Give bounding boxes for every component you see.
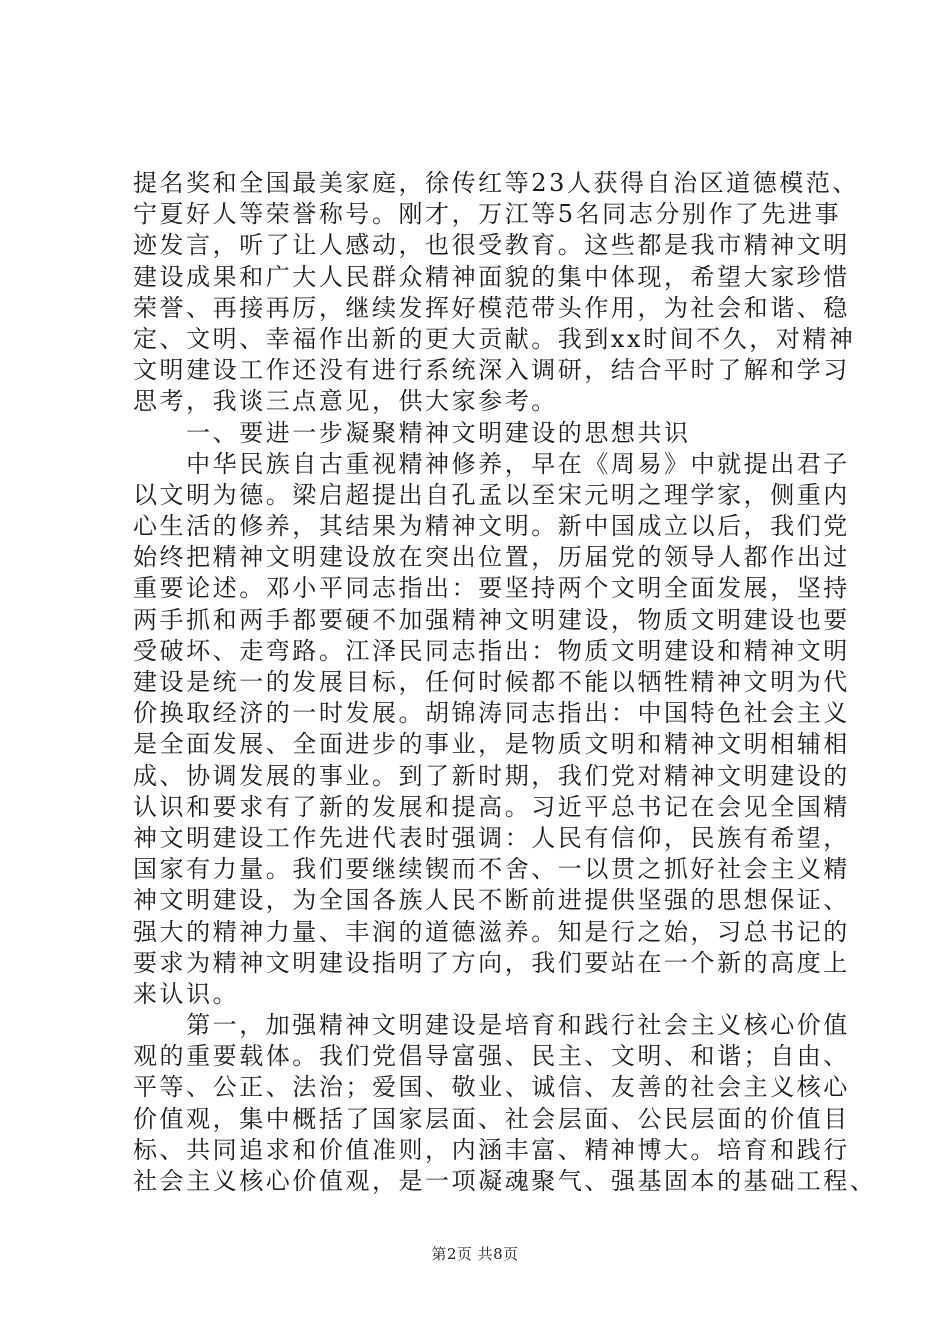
text-line: 中华民族自古重视精神修养，早在《周易》中就提出君子 <box>133 449 850 478</box>
text-line: 建设是统一的发展目标，任何时候都不能以牺牲精神文明为代 <box>133 668 850 696</box>
text-line: 两手抓和两手都要硬不加强精神文明建设，物质文明建设也要 <box>133 605 850 634</box>
text-line: 认识和要求有了新的发展和提高。习近平总书记在会见全国精 <box>133 792 850 821</box>
text-line: 定、文明、幸福作出新的更大贡献。我到xx时间不久，对精神 <box>133 324 856 353</box>
text-line: 观的重要载体。我们党倡导富强、民主、文明、和谐；自由、 <box>133 1042 850 1071</box>
text-line: 强大的精神力量、丰润的道德滋养。知是行之始，习总书记的 <box>133 917 850 946</box>
text-line: 标、共同追求和价值准则，内涵丰富、精神博大。培育和践行 <box>133 1135 850 1164</box>
text-line: 荣誉、再接再厉，继续发挥好模范带头作用，为社会和谐、稳 <box>133 293 850 322</box>
text-line: 是全面发展、全面进步的事业，是物质文明和精神文明相辅相 <box>133 730 850 759</box>
text-line: 第一，加强精神文明建设是培育和践行社会主义核心价值 <box>133 1011 850 1040</box>
text-line: 思考，我谈三点意见，供大家参考。 <box>133 387 558 416</box>
text-line: 提名奖和全国最美家庭，徐传红等23人获得自治区道德模范、 <box>133 169 859 197</box>
text-line: 社会主义核心价值观，是一项凝魂聚气、强基固本的基础工程、 <box>133 1167 877 1195</box>
text-line: 受破坏、走弯路。江泽民同志指出：物质文明建设和精神文明 <box>133 636 850 665</box>
text-line: 文明建设工作还没有进行系统深入调研，结合平时了解和学习 <box>133 356 850 385</box>
text-line: 价换取经济的一时发展。胡锦涛同志指出：中国特色社会主义 <box>133 699 850 728</box>
text-line: 始终把精神文明建设放在突出位置，历届党的领导人都作出过 <box>133 543 850 572</box>
text-line: 平等、公正、法治；爱国、敬业、诚信、友善的社会主义核心 <box>133 1073 850 1102</box>
text-line: 来认识。 <box>133 979 240 1008</box>
body-text <box>133 168 877 1197</box>
text-line: 重要论述。邓小平同志指出：要坚持两个文明全面发展，坚持 <box>133 574 850 603</box>
text-line: 宁夏好人等荣誉称号。刚才，万江等5名同志分别作了先进事 <box>133 200 842 229</box>
text-line: 成、协调发展的事业。到了新时期，我们党对精神文明建设的 <box>133 761 850 790</box>
text-line: 国家有力量。我们要继续锲而不舍、一以贯之抓好社会主义精 <box>133 855 850 884</box>
text-line: 心生活的修养，其结果为精神文明。新中国成立以后，我们党 <box>133 512 850 541</box>
text-line: 神文明建设，为全国各族人民不断前进提供坚强的思想保证、 <box>133 886 850 915</box>
text-line: 价值观，集中概括了国家层面、社会层面、公民层面的价值目 <box>133 1104 850 1133</box>
section-heading: 一、要进一步凝聚精神文明建设的思想共识 <box>133 418 691 447</box>
text-line: 建设成果和广大人民群众精神面貌的集中体现，希望大家珍惜 <box>133 262 850 291</box>
text-line: 神文明建设工作先进代表时强调：人民有信仰，民族有希望， <box>133 823 850 852</box>
page-footer <box>0 1243 950 1264</box>
text-line: 要求为精神文明建设指明了方向，我们要站在一个新的高度上 <box>133 948 850 977</box>
page-number-label: 第2页 共8页 <box>431 1245 519 1263</box>
text-line: 以文明为德。梁启超提出自孔孟以至宋元明之理学家，侧重内 <box>133 480 850 509</box>
text-line: 迹发言，听了让人感动，也很受教育。这些都是我市精神文明 <box>133 231 850 260</box>
